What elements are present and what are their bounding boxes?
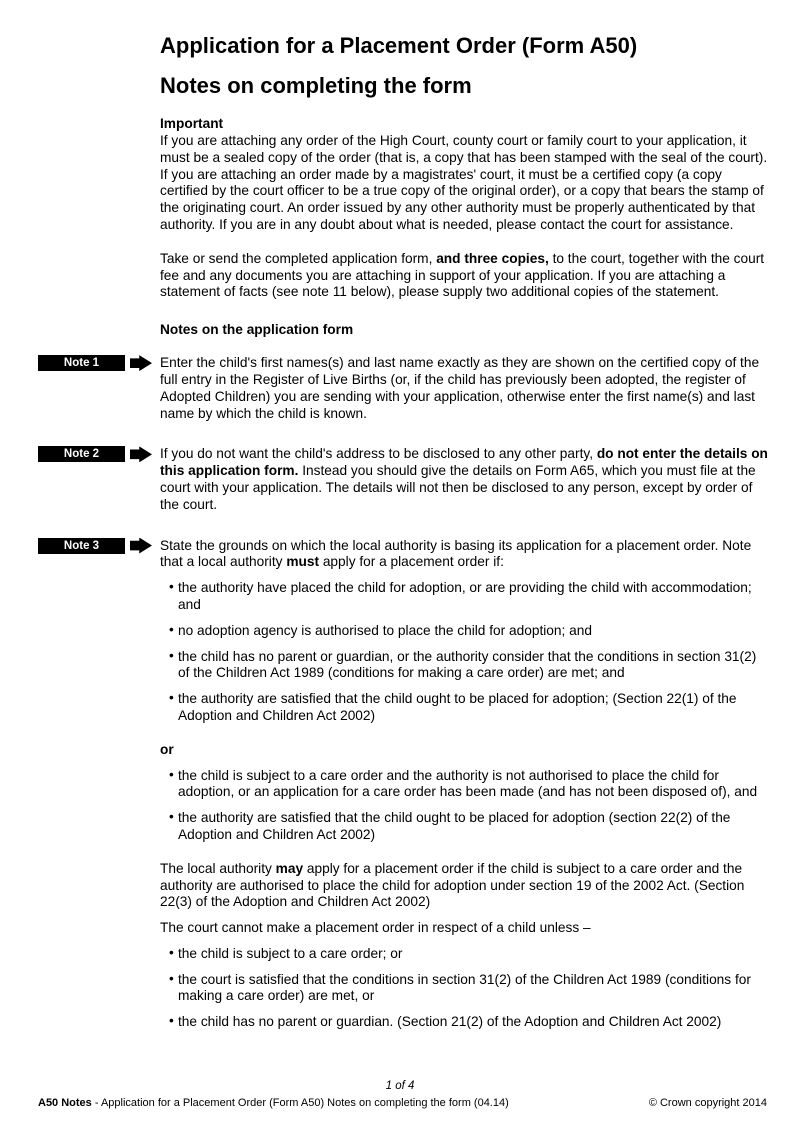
bullet-item: [160, 623, 770, 640]
bullet-text: the authority have placed the child for adoption, or are providing the child with accommodation; and: [178, 580, 752, 612]
notes-on-form-heading: Notes on the application form: [160, 322, 354, 338]
note-arrow-icon: [130, 355, 152, 371]
bullet-icon: •: [169, 1013, 174, 1029]
note-body: [160, 538, 770, 1032]
bullet-icon: •: [169, 647, 174, 663]
note-body: [160, 355, 770, 422]
footer-copyright: © Crown copyright 2014: [648, 1097, 767, 1109]
bullet-icon: •: [169, 690, 174, 706]
bullet-icon: •: [169, 944, 174, 960]
title-line-1: Application for a Placement Order (Form A50): [160, 33, 638, 58]
bullet-item: [160, 691, 770, 725]
footer: [38, 1096, 767, 1110]
note-paragraph: The court cannot make a placement order in respect of a child unless –: [160, 920, 591, 936]
bullet-text: no adoption agency is authorised to place the child for adoption; and: [178, 622, 592, 638]
title-line-2: Notes on completing the form: [160, 73, 472, 98]
bullet-item: [160, 768, 770, 802]
note-badge: [38, 446, 152, 462]
bullet-text: the court is satisfied that the conditions in section 31(2) of the Children Act 1989 (conditions for making a care order) are met, or: [178, 971, 751, 1004]
or-separator: or: [160, 741, 174, 757]
note-label: Note 3: [38, 538, 125, 554]
bullet-text: the child has no parent or guardian, or the authority consider that the conditions in section 31(2) of the Children Act 1989 (conditions for making a care order) are met; and: [178, 648, 757, 681]
bullet-icon: •: [169, 621, 174, 637]
notes-list: [63, 355, 770, 1031]
note-badge: [38, 538, 152, 554]
note-paragraph: The local authority may apply for a placement order if the child is subject to a care order and the authority are authorised to place the child for adoption under section 19 of the 2002 Act. (Section 22(3) of the Adoption and Children Act 2002): [160, 860, 745, 910]
page-title: [160, 33, 770, 99]
bullet-icon: •: [169, 766, 174, 782]
note-section: [63, 446, 770, 513]
note-arrow-icon: [130, 538, 152, 554]
bullet-item: [160, 810, 770, 844]
footer-left: [38, 1096, 509, 1110]
bullet-text: the authority are satisfied that the child ought to be placed for adoption (section 22(2) of the Adoption and Children Act 2002): [178, 810, 731, 842]
note-paragraph: If you do not want the child's address to be disclosed to any other party, do not enter the details on this application form. Instead you should give the details on Form A65, which you must file at the court with your application. The details will not then be disclosed to any person, except by order of the court.: [160, 446, 768, 512]
footer-form-description: - Application for a Placement Order (Form A50) Notes on completing the form (04.14): [91, 1097, 509, 1109]
bullet-text: the child is subject to a care order; or: [178, 945, 403, 961]
bullet-text: the authority are satisfied that the child ought to be placed for adoption; (Section 22(1) of the Adoption and Children Act 2002): [178, 691, 737, 723]
take-or-send-paragraph: Take or send the completed application form, and three copies, to the court, together with the court fee and any documents you are attaching in support of your application. If you are attaching a statement of facts (see note 11 below), please supply two additional copies of the statement.: [160, 250, 765, 300]
bullet-item: [160, 1014, 770, 1031]
bullet-item: [160, 946, 770, 963]
note-label: Note 1: [38, 355, 125, 371]
bullet-icon: •: [169, 970, 174, 986]
bullet-item: [160, 649, 770, 683]
bullet-item: [160, 580, 770, 614]
note-section: [63, 355, 770, 422]
document-content: [63, 33, 770, 1055]
note-arrow-icon: [130, 446, 152, 462]
bullet-item: [160, 972, 770, 1006]
note-body: [160, 446, 770, 513]
bullet-icon: •: [169, 579, 174, 595]
footer-form-id: A50 Notes: [38, 1097, 92, 1109]
bullet-text: the child is subject to a care order and the authority is not authorised to place the child for adoption, or an application for a care order has been made (and has not been disposed of), and: [178, 767, 758, 800]
note-paragraph: State the grounds on which the local authority is basing its application for a placement order. Note that a local authority must apply for a placement order if:: [160, 537, 752, 570]
note-paragraph: Enter the child's first names(s) and last name exactly as they are shown on the certified copy of the full entry in the Register of Live Births (or, if the child has previously been adopted, the register of Adopted Children) you are sending with your application, otherwise enter the first name(s) and last name by which the child is known.: [160, 355, 760, 421]
important-heading: Important: [160, 116, 224, 131]
bullet-text: the child has no parent or guardian. (Section 21(2) of the Adoption and Children Act 2002): [178, 1014, 722, 1030]
page-number: 1 of 4: [385, 1080, 415, 1092]
important-paragraph: If you are attaching any order of the High Court, county court or family court to your application, it must be a sealed copy of the order (that is, a copy that has been stamped with the seal of the court). If you are attaching an order made by a magistrates' court, it must be a certified copy (a copy certified by the court officer to be a true copy of the original order), or a copy that bears the stamp of the originating court. An order issued by any other authority must be properly authenticated by that authority. If you are in any doubt about what is needed, please contact the court for assistance.: [160, 133, 768, 232]
note-section: [63, 537, 770, 1032]
note-badge: [38, 355, 152, 371]
note-label: Note 2: [38, 446, 125, 462]
bullet-icon: •: [169, 809, 174, 825]
